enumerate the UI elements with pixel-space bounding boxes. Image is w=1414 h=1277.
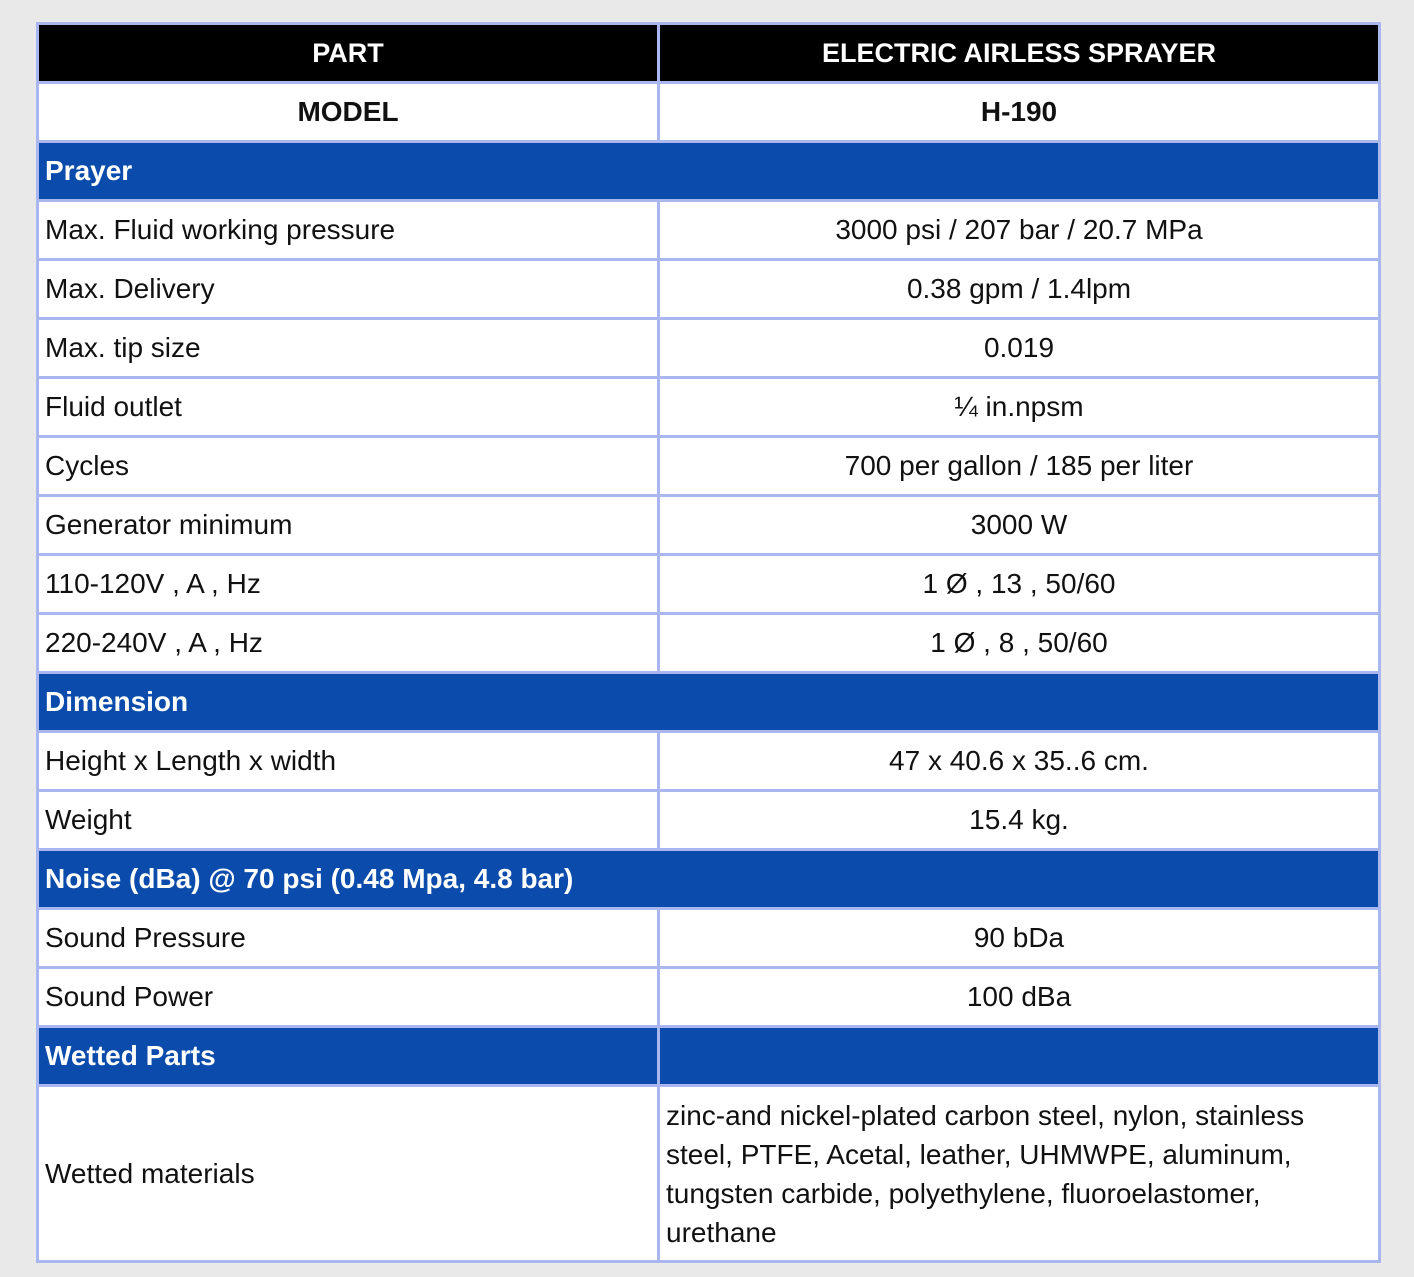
spec-value: 3000 W — [659, 496, 1380, 555]
spec-value: 1 Ø , 8 , 50/60 — [659, 614, 1380, 673]
model-value: H-190 — [659, 83, 1380, 142]
spec-label: 110-120V , A , Hz — [38, 555, 659, 614]
spec-label: Max. tip size — [38, 319, 659, 378]
section-header-prayer — [38, 142, 1380, 201]
table-row — [38, 201, 1380, 260]
spec-value: 90 bDa — [659, 909, 1380, 968]
spec-label: Fluid outlet — [38, 378, 659, 437]
spec-label: Cycles — [38, 437, 659, 496]
spec-label: Wetted materials — [38, 1086, 659, 1262]
table-row — [38, 968, 1380, 1027]
spec-value: 0.019 — [659, 319, 1380, 378]
spec-value: zinc-and nickel-plated carbon steel, nylon, stainless steel, PTFE, Acetal, leather, UHMWPE, aluminum, tungsten carbide, polyethylene, fluoroelastomer, urethane — [659, 1086, 1380, 1262]
table-row — [38, 555, 1380, 614]
section-title: Wetted Parts — [38, 1027, 659, 1086]
spec-table — [36, 22, 1381, 1263]
spec-label: Sound Pressure — [38, 909, 659, 968]
spec-value: 15.4 kg. — [659, 791, 1380, 850]
product-name-header: ELECTRIC AIRLESS SPRAYER — [659, 24, 1380, 83]
table-row — [38, 260, 1380, 319]
section-title: Noise (dBa) @ 70 psi (0.48 Mpa, 4.8 bar) — [38, 850, 1380, 909]
table-row — [38, 791, 1380, 850]
section-title: Prayer — [38, 142, 1380, 201]
table-row — [38, 378, 1380, 437]
spec-label: Weight — [38, 791, 659, 850]
spec-label: Generator minimum — [38, 496, 659, 555]
table-row — [38, 614, 1380, 673]
model-label: MODEL — [38, 83, 659, 142]
table-row — [38, 437, 1380, 496]
spec-label: Sound Power — [38, 968, 659, 1027]
spec-label: Max. Fluid working pressure — [38, 201, 659, 260]
spec-value: ¼ in.npsm — [659, 378, 1380, 437]
table-header-row — [38, 24, 1380, 83]
table-row — [38, 1086, 1380, 1262]
section-header-dimension — [38, 673, 1380, 732]
spec-label: Max. Delivery — [38, 260, 659, 319]
spec-value: 700 per gallon / 185 per liter — [659, 437, 1380, 496]
part-header: PART — [38, 24, 659, 83]
spec-value: 47 x 40.6 x 35..6 cm. — [659, 732, 1380, 791]
section-header-noise — [38, 850, 1380, 909]
section-empty-cell — [659, 1027, 1380, 1086]
spec-value: 100 dBa — [659, 968, 1380, 1027]
table-row — [38, 909, 1380, 968]
table-row — [38, 496, 1380, 555]
table-row — [38, 319, 1380, 378]
spec-value: 1 Ø , 13 , 50/60 — [659, 555, 1380, 614]
section-header-wetted — [38, 1027, 1380, 1086]
spec-value: 3000 psi / 207 bar / 20.7 MPa — [659, 201, 1380, 260]
spec-value: 0.38 gpm / 1.4lpm — [659, 260, 1380, 319]
spec-label: Height x Length x width — [38, 732, 659, 791]
table-row — [38, 732, 1380, 791]
model-row — [38, 83, 1380, 142]
section-title: Dimension — [38, 673, 1380, 732]
spec-label: 220-240V , A , Hz — [38, 614, 659, 673]
